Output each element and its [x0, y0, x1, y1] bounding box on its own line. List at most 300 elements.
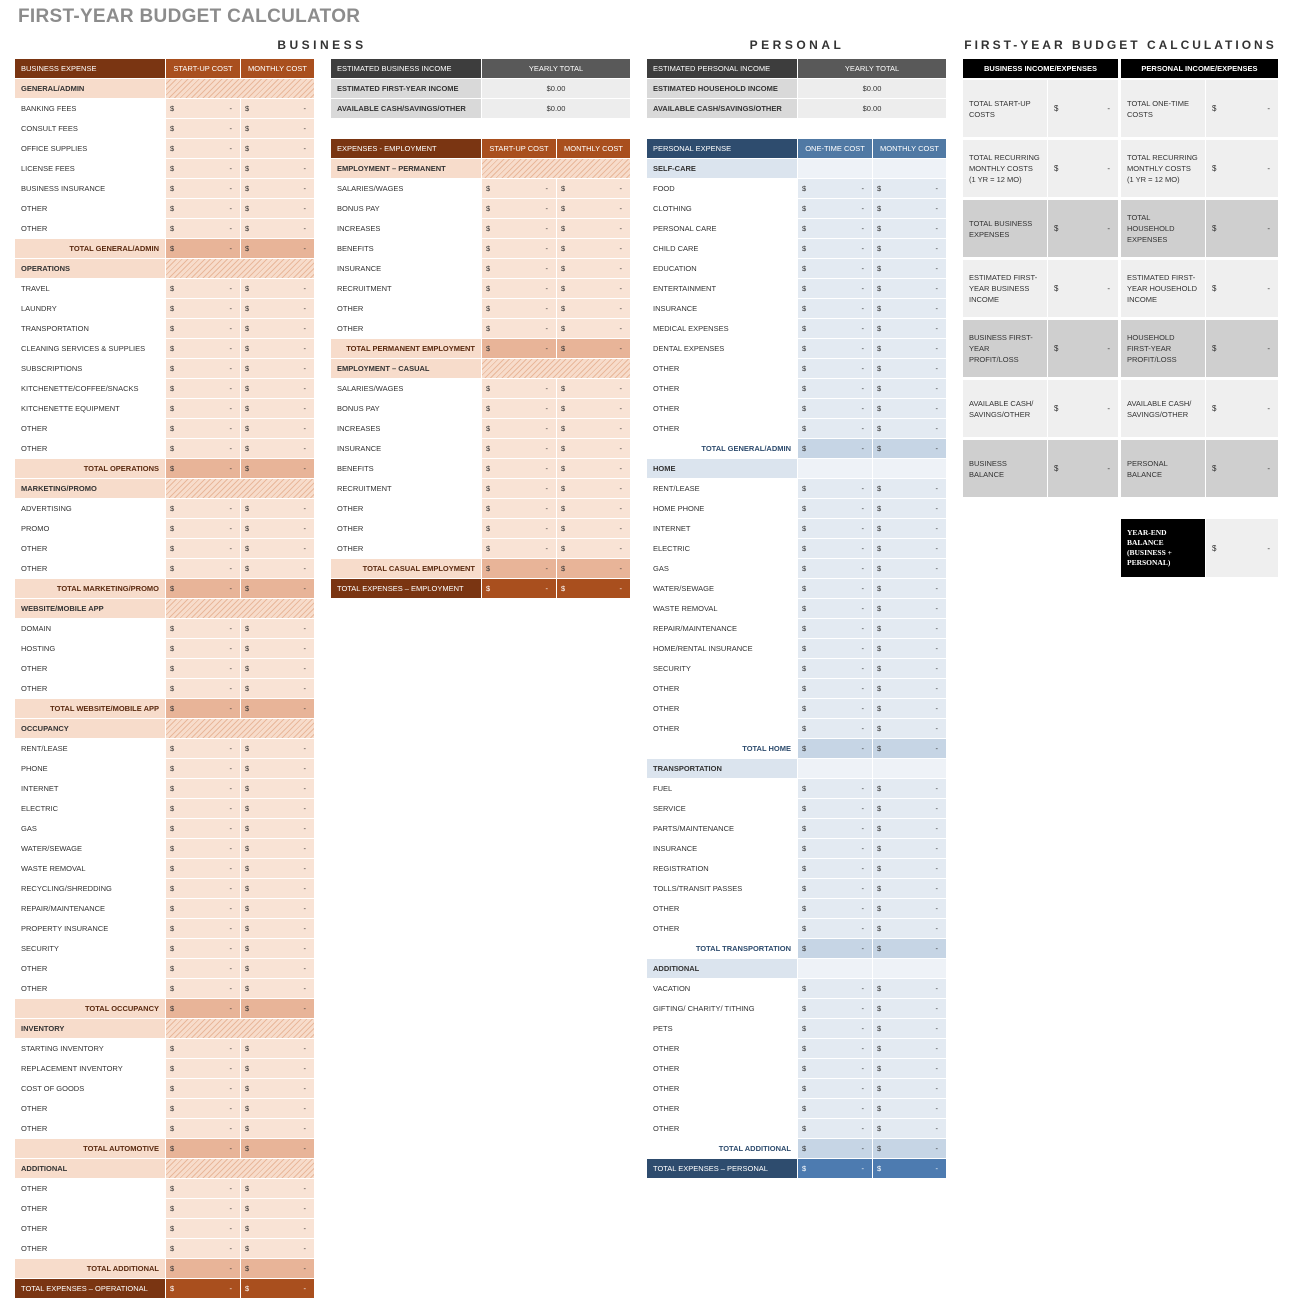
amount-cell[interactable] [556, 419, 630, 438]
amount-cell[interactable] [165, 1219, 240, 1238]
amount-cell[interactable] [240, 899, 314, 918]
amount-cell[interactable] [556, 239, 630, 258]
amount-cell[interactable] [797, 599, 872, 618]
amount-cell[interactable] [240, 1119, 314, 1138]
currency-symbol: $ [561, 404, 566, 413]
amount-cell[interactable] [165, 1259, 240, 1278]
amount-cell[interactable] [872, 979, 946, 998]
amount-cell[interactable] [165, 879, 240, 898]
amount-value: - [229, 844, 232, 853]
amount-cell[interactable] [556, 219, 630, 238]
amount-cell[interactable] [240, 239, 314, 258]
amount-value: - [303, 964, 306, 973]
amount-cell[interactable] [872, 1079, 946, 1098]
amount-cell[interactable] [872, 999, 946, 1018]
amount-cell[interactable] [240, 299, 314, 318]
amount-cell[interactable] [797, 379, 872, 398]
amount-cell[interactable] [240, 1039, 314, 1058]
amount-cell[interactable] [240, 1099, 314, 1118]
amount-cell[interactable] [165, 399, 240, 418]
amount-cell[interactable] [872, 619, 946, 638]
amount-cell[interactable] [165, 899, 240, 918]
amount-cell[interactable] [872, 819, 946, 838]
amount-cell[interactable] [797, 479, 872, 498]
amount-cell[interactable] [165, 979, 240, 998]
amount-cell[interactable] [165, 159, 240, 178]
amount-cell[interactable] [797, 1099, 872, 1118]
currency-symbol: $ [486, 524, 491, 533]
calc-value[interactable] [1047, 260, 1118, 317]
amount-cell[interactable] [240, 979, 314, 998]
amount-cell[interactable] [240, 1059, 314, 1078]
amount-cell[interactable] [797, 679, 872, 698]
amount-cell[interactable] [797, 519, 872, 538]
amount-cell[interactable] [240, 1199, 314, 1218]
amount-cell[interactable] [165, 139, 240, 158]
amount-cell[interactable] [165, 559, 240, 578]
amount-cell[interactable] [872, 479, 946, 498]
income-value[interactable]: $0.00 [481, 79, 630, 98]
currency-symbol: $ [802, 844, 807, 853]
amount-cell[interactable] [240, 399, 314, 418]
amount-cell[interactable] [240, 619, 314, 638]
calc-value[interactable] [1047, 380, 1118, 437]
income-value[interactable]: $0.00 [797, 79, 946, 98]
amount-cell[interactable] [240, 1179, 314, 1198]
amount-cell[interactable] [797, 939, 872, 958]
calc-box-personal [1121, 260, 1278, 317]
amount-cell[interactable] [797, 779, 872, 798]
amount-cell[interactable] [872, 799, 946, 818]
amount-cell[interactable] [165, 1139, 240, 1158]
amount-cell[interactable] [556, 279, 630, 298]
amount-cell[interactable] [797, 1139, 872, 1158]
section-row [331, 359, 630, 379]
amount-cell[interactable] [165, 659, 240, 678]
amount-cell[interactable] [165, 1099, 240, 1118]
amount-cell[interactable] [872, 879, 946, 898]
amount-cell[interactable] [872, 339, 946, 358]
amount-cell[interactable] [556, 199, 630, 218]
calc-value[interactable] [1205, 320, 1278, 377]
income-value[interactable]: $0.00 [481, 99, 630, 118]
amount-cell[interactable] [797, 919, 872, 938]
amount-cell[interactable] [240, 1259, 314, 1278]
row-label: TOLLS/TRANSIT PASSES [653, 884, 743, 893]
amount-cell[interactable] [481, 339, 556, 358]
amount-cell[interactable] [481, 279, 556, 298]
amount-cell[interactable] [165, 219, 240, 238]
amount-cell[interactable] [872, 259, 946, 278]
amount-cell[interactable] [481, 179, 556, 198]
calc-value[interactable] [1047, 320, 1118, 377]
currency-symbol: $ [170, 664, 175, 673]
amount-cell[interactable] [872, 839, 946, 858]
amount-cell[interactable] [240, 359, 314, 378]
amount-cell[interactable] [556, 379, 630, 398]
currency-symbol: $ [245, 544, 250, 553]
amount-cell[interactable] [240, 939, 314, 958]
amount-cell[interactable] [481, 519, 556, 538]
amount-cell[interactable] [240, 1239, 314, 1258]
amount-cell[interactable] [481, 579, 556, 598]
amount-value: - [229, 1144, 232, 1153]
amount-cell[interactable] [797, 979, 872, 998]
employment-expense-table [331, 139, 630, 599]
amount-cell[interactable] [872, 739, 946, 758]
currency-symbol: $ [170, 584, 175, 593]
amount-cell[interactable] [481, 299, 556, 318]
currency-symbol: $ [877, 1104, 882, 1113]
amount-cell[interactable] [240, 999, 314, 1018]
amount-cell[interactable] [165, 959, 240, 978]
amount-cell[interactable] [165, 319, 240, 338]
amount-cell[interactable] [797, 1079, 872, 1098]
amount-cell[interactable] [165, 539, 240, 558]
amount-cell[interactable] [797, 739, 872, 758]
currency-symbol: $ [561, 264, 566, 273]
amount-cell[interactable] [797, 799, 872, 818]
amount-cell[interactable] [481, 439, 556, 458]
amount-cell[interactable] [797, 819, 872, 838]
expense-row [647, 559, 946, 579]
calc-value[interactable] [1205, 200, 1278, 257]
amount-cell[interactable] [240, 859, 314, 878]
amount-cell[interactable] [797, 299, 872, 318]
amount-cell[interactable] [481, 259, 556, 278]
currency-symbol: $ [877, 504, 882, 513]
amount-cell[interactable] [872, 239, 946, 258]
amount-cell[interactable] [165, 439, 240, 458]
amount-cell[interactable] [165, 499, 240, 518]
amount-cell[interactable] [797, 859, 872, 878]
amount-cell[interactable] [481, 199, 556, 218]
amount-cell[interactable] [240, 879, 314, 898]
amount-cell[interactable] [872, 939, 946, 958]
calc-value[interactable] [1205, 260, 1278, 317]
amount-cell[interactable] [872, 1099, 946, 1118]
calc-value[interactable] [1205, 380, 1278, 437]
amount-cell[interactable] [797, 1119, 872, 1138]
amount-cell[interactable] [872, 1159, 946, 1178]
amount-cell[interactable] [797, 239, 872, 258]
amount-cell[interactable] [165, 839, 240, 858]
amount-cell[interactable] [797, 439, 872, 458]
amount-cell[interactable] [240, 119, 314, 138]
amount-cell[interactable] [165, 279, 240, 298]
section-filler [797, 459, 872, 478]
amount-cell[interactable] [797, 559, 872, 578]
amount-cell[interactable] [872, 919, 946, 938]
amount-cell[interactable] [797, 1039, 872, 1058]
amount-cell[interactable] [240, 319, 314, 338]
amount-cell[interactable] [872, 699, 946, 718]
amount-cell[interactable] [240, 139, 314, 158]
expense-row [15, 779, 314, 799]
amount-cell[interactable] [240, 419, 314, 438]
calc-value[interactable] [1205, 140, 1278, 197]
amount-cell[interactable] [872, 859, 946, 878]
amount-cell[interactable] [797, 1159, 872, 1178]
calc-box-business [963, 260, 1118, 317]
amount-cell[interactable] [797, 579, 872, 598]
amount-cell[interactable] [240, 339, 314, 358]
income-value[interactable]: $0.00 [797, 99, 946, 118]
amount-cell[interactable] [872, 679, 946, 698]
amount-cell[interactable] [240, 739, 314, 758]
amount-cell[interactable] [556, 339, 630, 358]
amount-cell[interactable] [556, 179, 630, 198]
amount-cell[interactable] [165, 119, 240, 138]
amount-cell[interactable] [165, 1179, 240, 1198]
amount-cell[interactable] [872, 359, 946, 378]
amount-cell[interactable] [165, 939, 240, 958]
row-label: OTHER [21, 424, 48, 433]
amount-cell[interactable] [797, 219, 872, 238]
amount-cell[interactable] [240, 659, 314, 678]
amount-cell[interactable] [165, 1279, 240, 1298]
amount-cell[interactable] [165, 179, 240, 198]
amount-cell[interactable] [797, 639, 872, 658]
amount-cell[interactable] [556, 439, 630, 458]
section-filler [165, 79, 314, 98]
amount-cell[interactable] [872, 1039, 946, 1058]
amount-cell[interactable] [165, 1039, 240, 1058]
row-label: OTHER [653, 424, 680, 433]
amount-cell[interactable] [556, 299, 630, 318]
amount-cell[interactable] [240, 519, 314, 538]
amount-cell[interactable] [240, 819, 314, 838]
amount-cell[interactable] [872, 439, 946, 458]
amount-cell[interactable] [240, 1219, 314, 1238]
amount-cell[interactable] [481, 459, 556, 478]
amount-cell[interactable] [481, 559, 556, 578]
amount-cell[interactable] [165, 379, 240, 398]
amount-value: - [303, 564, 306, 573]
calc-value[interactable] [1205, 80, 1278, 137]
amount-cell[interactable] [797, 199, 872, 218]
amount-cell[interactable] [556, 539, 630, 558]
amount-cell[interactable] [797, 539, 872, 558]
amount-cell[interactable] [240, 919, 314, 938]
amount-cell[interactable] [797, 619, 872, 638]
amount-cell[interactable] [481, 219, 556, 238]
amount-cell[interactable] [872, 899, 946, 918]
amount-cell[interactable] [797, 699, 872, 718]
amount-cell[interactable] [872, 1139, 946, 1158]
amount-cell[interactable] [240, 219, 314, 238]
amount-cell[interactable] [240, 279, 314, 298]
amount-cell[interactable] [872, 779, 946, 798]
amount-cell[interactable] [797, 319, 872, 338]
amount-cell[interactable] [165, 359, 240, 378]
amount-cell[interactable] [165, 299, 240, 318]
amount-cell[interactable] [165, 1119, 240, 1138]
amount-cell[interactable] [165, 699, 240, 718]
currency-symbol: $ [245, 224, 250, 233]
amount-cell[interactable] [872, 279, 946, 298]
amount-cell[interactable] [240, 439, 314, 458]
amount-cell[interactable] [797, 839, 872, 858]
currency-symbol: $ [802, 984, 807, 993]
expense-row [15, 679, 314, 699]
amount-cell[interactable] [240, 459, 314, 478]
row-label: DOMAIN [21, 624, 51, 633]
amount-cell[interactable] [240, 799, 314, 818]
amount-cell[interactable] [240, 379, 314, 398]
amount-cell[interactable] [797, 879, 872, 898]
amount-cell[interactable] [556, 459, 630, 478]
amount-cell[interactable] [872, 639, 946, 658]
amount-cell[interactable] [165, 459, 240, 478]
amount-cell[interactable] [165, 1079, 240, 1098]
amount-cell[interactable] [797, 499, 872, 518]
amount-cell[interactable] [797, 279, 872, 298]
amount-cell[interactable] [165, 1239, 240, 1258]
amount-cell[interactable] [165, 239, 240, 258]
amount-cell[interactable] [872, 719, 946, 738]
amount-value: - [229, 1284, 232, 1293]
amount-cell[interactable] [165, 799, 240, 818]
row-label: TOTAL EXPENSES – EMPLOYMENT [331, 579, 481, 598]
amount-cell[interactable] [872, 179, 946, 198]
amount-cell[interactable] [240, 779, 314, 798]
amount-cell[interactable] [240, 539, 314, 558]
amount-cell[interactable] [872, 219, 946, 238]
amount-cell[interactable] [240, 1079, 314, 1098]
amount-cell[interactable] [797, 999, 872, 1018]
row-label: RECRUITMENT [337, 284, 392, 293]
amount-cell[interactable] [556, 479, 630, 498]
amount-cell[interactable] [872, 579, 946, 598]
amount-cell[interactable] [165, 99, 240, 118]
amount-cell[interactable] [872, 399, 946, 418]
amount-cell[interactable] [165, 639, 240, 658]
currency-symbol: $ [170, 544, 175, 553]
amount-cell[interactable] [556, 559, 630, 578]
amount-cell[interactable] [481, 419, 556, 438]
amount-cell[interactable] [165, 619, 240, 638]
amount-cell[interactable] [556, 259, 630, 278]
amount-cell[interactable] [556, 499, 630, 518]
amount-cell[interactable] [240, 699, 314, 718]
amount-cell[interactable] [872, 319, 946, 338]
amount-cell[interactable] [872, 659, 946, 678]
amount-cell[interactable] [240, 679, 314, 698]
amount-cell[interactable] [165, 919, 240, 938]
amount-cell[interactable] [797, 899, 872, 918]
amount-cell[interactable] [240, 499, 314, 518]
amount-cell[interactable] [872, 199, 946, 218]
amount-cell[interactable] [872, 599, 946, 618]
amount-cell[interactable] [797, 659, 872, 678]
amount-cell[interactable] [872, 1059, 946, 1078]
amount-cell[interactable] [797, 399, 872, 418]
amount-cell[interactable] [872, 419, 946, 438]
amount-cell[interactable] [165, 1059, 240, 1078]
amount-cell[interactable] [240, 199, 314, 218]
expense-row [15, 859, 314, 879]
currency-symbol: $ [170, 764, 175, 773]
amount-cell[interactable] [165, 859, 240, 878]
currency-symbol: $ [170, 784, 175, 793]
amount-cell[interactable] [240, 159, 314, 178]
amount-cell[interactable] [872, 519, 946, 538]
amount-cell[interactable] [797, 719, 872, 738]
amount-cell[interactable] [165, 199, 240, 218]
amount-cell[interactable] [240, 559, 314, 578]
amount-cell[interactable] [165, 759, 240, 778]
amount-cell[interactable] [797, 1059, 872, 1078]
amount-cell[interactable] [481, 539, 556, 558]
amount-cell[interactable] [872, 1019, 946, 1038]
amount-cell[interactable] [481, 379, 556, 398]
amount-cell[interactable] [240, 1279, 314, 1298]
amount-cell[interactable] [165, 739, 240, 758]
amount-cell[interactable] [556, 399, 630, 418]
amount-cell[interactable] [240, 99, 314, 118]
amount-cell[interactable] [240, 759, 314, 778]
calc-value[interactable] [1047, 440, 1118, 497]
amount-cell[interactable] [165, 779, 240, 798]
calc-value[interactable] [1047, 200, 1118, 257]
amount-cell[interactable] [872, 499, 946, 518]
currency-symbol: $ [245, 284, 250, 293]
amount-cell[interactable] [481, 479, 556, 498]
amount-cell[interactable] [165, 579, 240, 598]
amount-cell[interactable] [481, 499, 556, 518]
amount-cell[interactable] [165, 999, 240, 1018]
amount-cell[interactable] [797, 419, 872, 438]
year-end-balance-value[interactable] [1205, 519, 1278, 577]
amount-cell[interactable] [240, 1139, 314, 1158]
amount-cell[interactable] [240, 959, 314, 978]
amount-cell[interactable] [165, 679, 240, 698]
amount-cell[interactable] [240, 579, 314, 598]
amount-cell[interactable] [872, 379, 946, 398]
amount-cell[interactable] [872, 299, 946, 318]
amount-cell[interactable] [797, 1019, 872, 1038]
amount-cell[interactable] [872, 1119, 946, 1138]
amount-cell[interactable] [556, 579, 630, 598]
expense-row [15, 1099, 314, 1119]
amount-cell[interactable] [165, 519, 240, 538]
amount-cell[interactable] [797, 359, 872, 378]
amount-cell[interactable] [872, 559, 946, 578]
calc-value[interactable] [1047, 80, 1118, 137]
amount-cell[interactable] [797, 339, 872, 358]
calc-value[interactable] [1205, 440, 1278, 497]
amount-cell[interactable] [240, 639, 314, 658]
amount-cell[interactable] [481, 239, 556, 258]
amount-cell[interactable] [556, 519, 630, 538]
amount-cell[interactable] [481, 399, 556, 418]
amount-cell[interactable] [481, 319, 556, 338]
amount-cell[interactable] [240, 839, 314, 858]
amount-cell[interactable] [797, 179, 872, 198]
calc-value[interactable] [1047, 140, 1118, 197]
amount-cell[interactable] [165, 819, 240, 838]
amount-cell[interactable] [556, 319, 630, 338]
amount-cell[interactable] [165, 419, 240, 438]
amount-cell[interactable] [872, 539, 946, 558]
amount-cell[interactable] [165, 339, 240, 358]
amount-cell[interactable] [165, 1199, 240, 1218]
currency-symbol: $ [802, 1164, 807, 1173]
amount-cell[interactable] [797, 259, 872, 278]
amount-cell[interactable] [240, 179, 314, 198]
currency-symbol: $ [802, 484, 807, 493]
